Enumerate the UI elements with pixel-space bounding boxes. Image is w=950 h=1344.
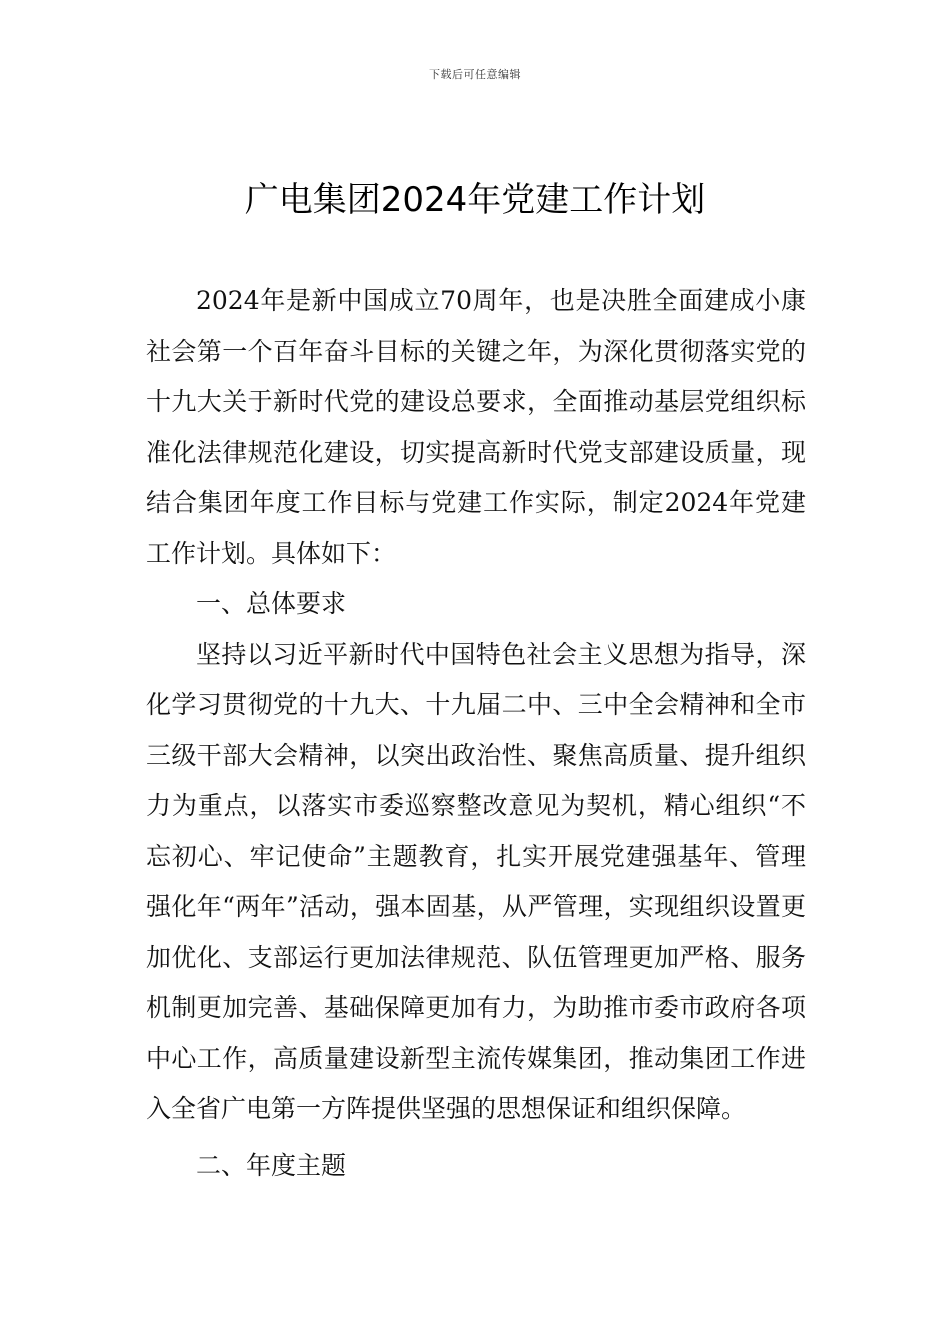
document-body [146, 276, 806, 1191]
section-heading-general-requirements: 一、总体要求 [196, 589, 347, 618]
header-note: 下载后可任意编辑 [429, 68, 521, 81]
intro-paragraph: 2024年是新中国成立70周年，也是决胜全面建成小康社会第一个百年奋斗目标的关键之年，为深化贯彻落实党的十九大关于新时代党的建设总要求，全面推动基层党组织标准化法律规范化建设，切实提高新时代党支部建设质量，现结合集团年度工作目标与党建工作实际，制定2024年党建工作计划。具体如下： [146, 286, 806, 568]
document-title: 广电集团2024年党建工作计划 [244, 180, 706, 220]
section-heading-annual-theme: 二、年度主题 [196, 1150, 347, 1180]
general-requirements-paragraph: 坚持以习近平新时代中国特色社会主义思想为指导，深化学习贯彻党的十九大、十九届二中、三中全会精神和全市三级干部大会精神，以突出政治性、聚焦高质量、提升组织力为重点，以落实市委巡察整改意见为契机，精心组织“不忘初心、牢记使命”主题教育，扎实开展党建强基年、管理强化年“两年”活动，强本固基，从严管理，实现组织设置更加优化、支部运行更加法律规范、队伍管理更加严格、服务机制更加完善、基础保障更加有力，为助推市委市政府各项中心工作，高质量建设新型主流传媒集团，推动集团工作进入全省广电第一方阵提供坚强的思想保证和组织保障。 [146, 639, 806, 1123]
